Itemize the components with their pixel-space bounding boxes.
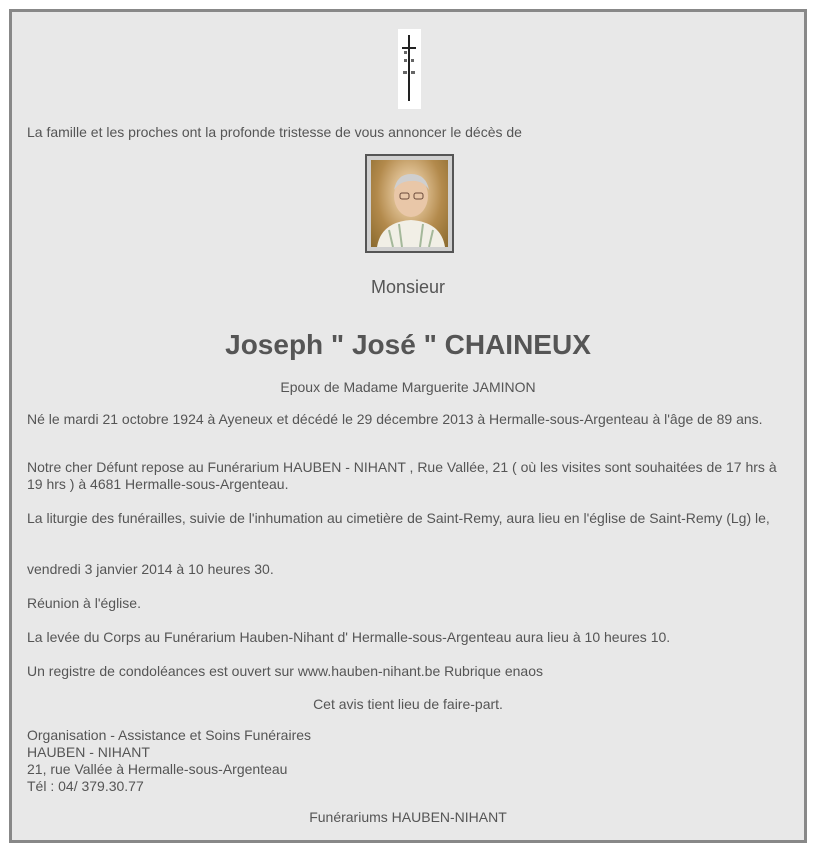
deceased-photo bbox=[365, 154, 454, 253]
meeting-text: Réunion à l'église. bbox=[27, 595, 141, 611]
notice-frame bbox=[9, 9, 807, 843]
liturgy-text: La liturgie des funérailles, suivie de l'inhumation au cimetière de Saint-Remy, aura lieu en l'église de Saint-Remy (Lg) le, bbox=[27, 510, 770, 526]
organisation-phone: Tél : 04/ 379.30.77 bbox=[27, 778, 144, 794]
portrait-image bbox=[371, 160, 448, 247]
levee-text: La levée du Corps au Funérarium Hauben-Nihant d' Hermalle-sous-Argenteau aura lieu à 10 heures 10. bbox=[27, 629, 671, 645]
organisation-line: Organisation - Assistance et Soins Funéraires bbox=[27, 727, 312, 743]
cross-icon bbox=[398, 29, 421, 109]
intro-text: La famille et les proches ont la profonde tristesse de vous annoncer le décès de bbox=[27, 124, 522, 140]
organisation-name: HAUBEN - NIHANT bbox=[27, 744, 150, 760]
birth-death-text: Né le mardi 21 octobre 1924 à Ayeneux et décédé le 29 décembre 2013 à Hermalle-sous-Argenteau à l'âge de 89 ans. bbox=[27, 411, 763, 427]
ceremony-date: vendredi 3 janvier 2014 à 10 heures 30. bbox=[27, 561, 274, 577]
cross-emblem bbox=[398, 29, 421, 109]
deceased-name: Joseph " José " CHAINEUX bbox=[225, 329, 591, 360]
organisation-address: 21, rue Vallée à Hermalle-sous-Argenteau bbox=[27, 761, 288, 777]
resting-place-text: Notre cher Défunt repose au Funérarium HAUBEN - NIHANT , Rue Vallée, 21 ( où les visites sont souhaitées de 17 hrs à 19 hrs ) à 4681 Hermalle-sous-Argenteau. bbox=[27, 459, 777, 492]
condolence-register-text: Un registre de condoléances est ouvert sur www.hauben-nihant.be Rubrique enaos bbox=[27, 663, 543, 679]
spouse-line: Epoux de Madame Marguerite JAMINON bbox=[280, 379, 536, 395]
faire-part-text: Cet avis tient lieu de faire-part. bbox=[313, 696, 503, 712]
organisation-block bbox=[27, 727, 787, 795]
footer-signature: Funérariums HAUBEN-NIHANT bbox=[309, 809, 507, 825]
portrait-icon bbox=[371, 160, 448, 247]
honorific: Monsieur bbox=[370, 277, 446, 297]
